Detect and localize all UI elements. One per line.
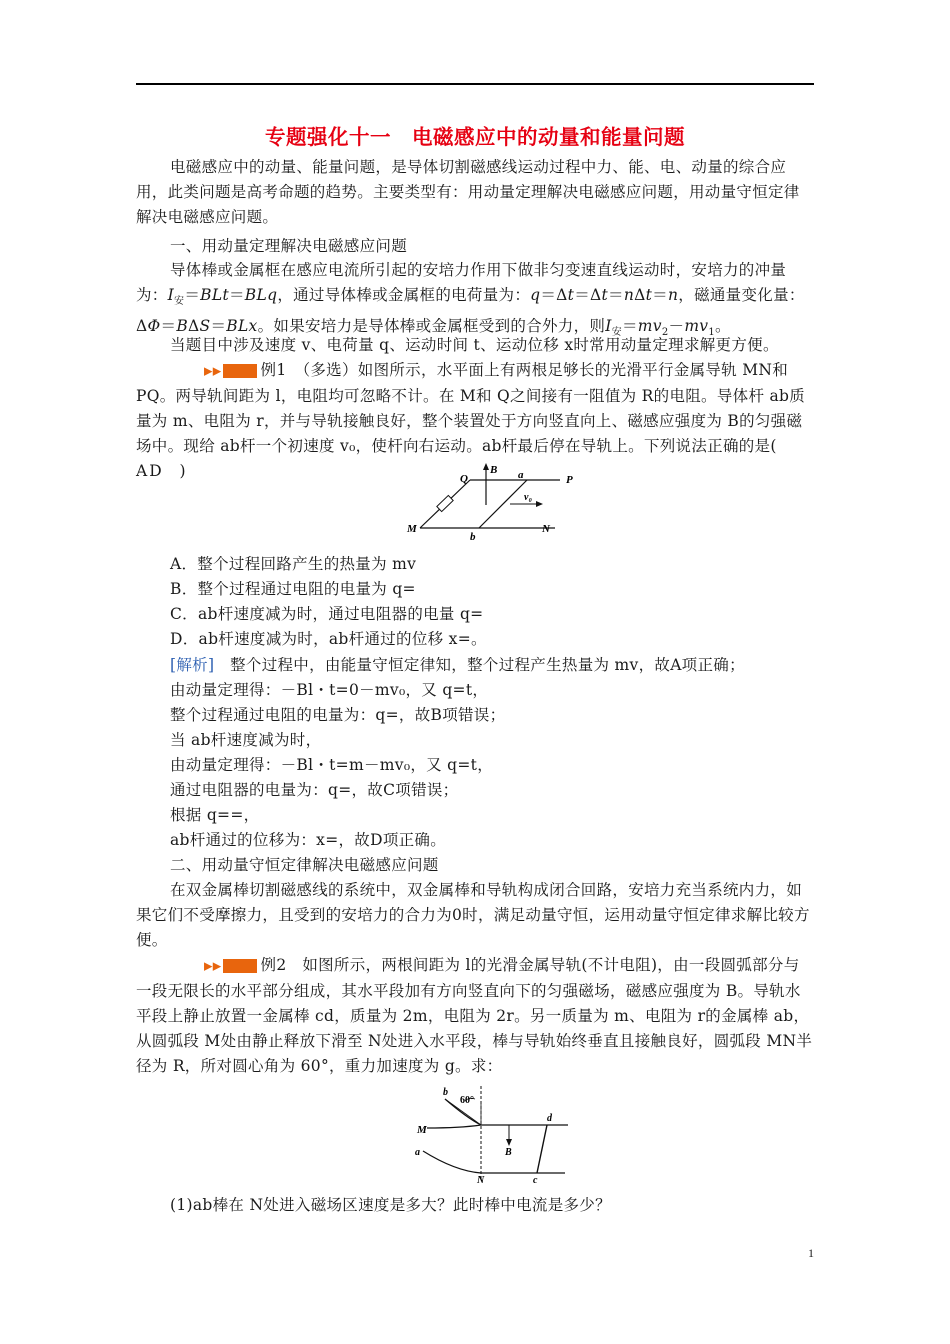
header-rule: [136, 83, 814, 85]
section1-heading: 一、用动量定理解决电磁感应问题: [170, 237, 408, 255]
fig2-label-B: B: [505, 1147, 512, 1158]
example2-figure: [405, 1083, 575, 1183]
option-b: B．整个过程通过电阻的电量为 q=: [170, 580, 416, 598]
fig2-label-d: d: [547, 1113, 552, 1124]
fig2-label-b: b: [443, 1087, 448, 1098]
section1-paragraph1: 导体棒或金属框在感应电流所引起的安培力作用下做非匀变速直线运动时，安培力的冲量为：$I_安=BLt=BLq$，通过导体棒或金属框的电荷量为：q＝Δt＝Δt＝nΔt＝n，磁通量变化量：ΔΦ＝BΔS＝BLx。如果安培力是导体棒或金属框受到的合外力，则$I_安=mv_2-mv_1$。: [136, 261, 805, 339]
analysis-line-2: 由动量定理得：－Bl・t=0－mv₀，又 q=t，: [170, 681, 489, 699]
analysis-line-7: 根据 q==，: [170, 806, 260, 824]
fig1-label-b: b: [470, 531, 476, 543]
example2-stem: ▶▶ 例2 如图所示，两根间距为 l的光滑金属导轨(不计电阻)，由一段圆弧部分与一段无限长的水平部分组成，其水平段加有方向竖直向下的匀强磁场，磁感应强度为 B。导轨水平段上静止放置一金属棒 cd，质量为 2m，电阻为 2r。另一质量为 m、电阻为 r的金属棒 ab，从圆弧段 M处由静止释放下滑至 N处进入水平段，棒与导轨始终垂直且接触良好，圆弧段 MN半径为 R，所对圆心角为 60°，重力加速度为 g。求：: [136, 953, 814, 1079]
page-number: 1: [808, 1246, 814, 1260]
example1-figure: [400, 460, 590, 545]
fig2-label-a: a: [415, 1147, 420, 1158]
option-d: D．ab杆速度减为时，ab杆通过的位移 x=。: [170, 630, 487, 648]
analysis-line-5: 由动量定理得：－Bl・t=m－mv₀，又 q=t，: [170, 756, 493, 774]
fig1-label-B: B: [490, 464, 498, 476]
fig2-label-M: M: [417, 1124, 427, 1136]
analysis-label: [解析]: [170, 656, 215, 674]
analysis-line-8: ab杆通过的位移为：x=，故D项正确。: [170, 831, 447, 849]
fig1-label-N: N: [542, 523, 550, 535]
section1-paragraph2: 当题目中涉及速度 v、电荷量 q、运动时间 t、运动位移 x时常用动量定理求解更方便。: [170, 336, 779, 354]
analysis-line-4: 当 ab杆速度减为时，: [170, 731, 322, 749]
fig1-label-P: P: [566, 474, 573, 486]
example-marker-icon: ▶▶: [170, 953, 257, 979]
fig1-label-Q: Q: [460, 473, 468, 485]
option-a: A．整个过程回路产生的热量为 mv: [170, 555, 417, 573]
fig2-label-N: N: [477, 1175, 485, 1183]
example1-stem: ▶▶ 例1 （多选）如图所示，水平面上有两根足够长的光滑平行金属导轨 MN和 PQ。两导轨间距为 l，电阻均可忽略不计。在 M和 Q之间接有一阻值为 R的电阻。导体杆 ab质量为 m、电阻为 r，并与导轨接触良好，整个装置处于方向竖直向上、磁感应强度为 B的匀强磁场中。现给 ab杆一个初速度 v₀，使杆向右运动。ab杆最后停在导轨上。下列说法正确的是( AD ): [136, 358, 814, 484]
fig2-label-c: c: [533, 1175, 538, 1183]
fig1-label-v0: v₀: [524, 492, 532, 503]
example2-question-1: (1)ab棒在 N处进入磁场区速度是多大？此时棒中电流是多少？: [170, 1196, 611, 1214]
analysis-line-6: 通过电阻器的电量为：q=，故C项错误；: [170, 781, 459, 799]
analysis-line-1: [解析] 整个过程中，由能量守恒定律知，整个过程产生热量为 mv，故A项正确；: [170, 656, 745, 674]
intro-paragraph: 电磁感应中的动量、能量问题，是导体切割磁感线运动过程中力、能、电、动量的综合应用，此类问题是高考命题的趋势。主要类型有：用动量定理解决电磁感应问题，用动量守恒定律解决电磁感应问题。: [136, 158, 800, 226]
page-title: 专题强化十一 电磁感应中的动量和能量问题: [265, 125, 685, 149]
section2-heading: 二、用动量守恒定律解决电磁感应问题: [170, 856, 439, 874]
analysis-line-3: 整个过程通过电阻的电量为：q=，故B项错误；: [170, 706, 506, 724]
example-marker-icon: ▶▶: [170, 358, 257, 384]
fig1-label-a: a: [518, 469, 524, 481]
option-c: C．ab杆速度减为时，通过电阻器的电量 q=: [170, 605, 484, 623]
fig2-label-60deg: 60°: [460, 1095, 474, 1106]
section2-paragraph: 在双金属棒切割磁感线的系统中，双金属棒和导轨构成闭合回路，安培力充当系统内力，如果它们不受摩擦力，且受到的安培力的合力为0时，满足动量守恒，运用动量守恒定律求解比较方便。: [136, 881, 810, 949]
fig1-label-M: M: [407, 523, 417, 535]
